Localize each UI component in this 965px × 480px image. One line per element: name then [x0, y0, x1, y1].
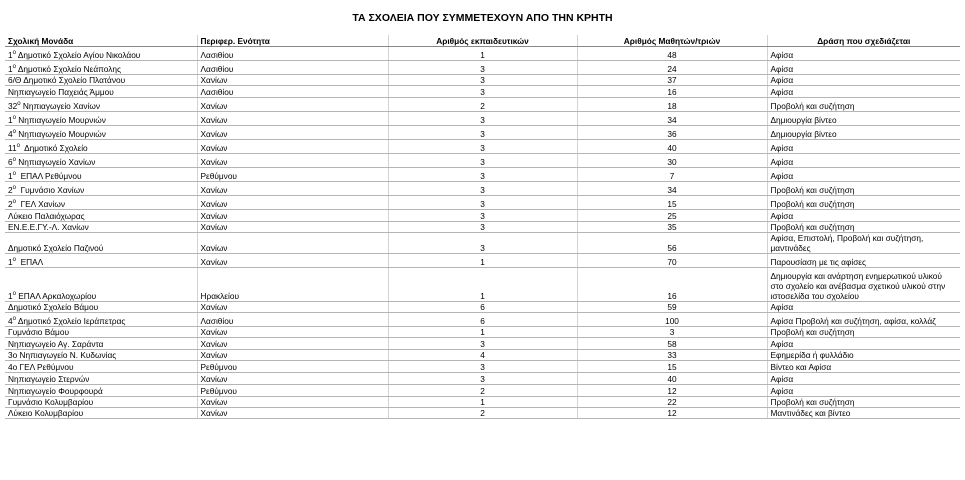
table-row	[5, 154, 960, 168]
region-cell: Χανίων	[197, 182, 388, 196]
school-ordinal: 2	[8, 185, 13, 195]
ordinal-suffix: ο	[12, 257, 16, 263]
table-row	[5, 361, 960, 373]
teachers-cell: 1	[388, 268, 577, 302]
teachers-cell: 1	[388, 327, 577, 338]
region-cell: Χανίων	[197, 408, 388, 419]
region-cell: Χανίων	[197, 112, 388, 126]
students-cell: 58	[577, 338, 767, 350]
region-cell: Ρεθύμνου	[197, 168, 388, 182]
table-row	[5, 140, 960, 154]
school-name-cell	[5, 254, 197, 268]
school-name: Λύκειο Παλαιόχωρας	[8, 211, 85, 221]
schools-table	[5, 35, 960, 419]
school-name-cell	[5, 361, 197, 373]
action-cell: Βίντεο και Αφίσα	[767, 361, 960, 373]
region-cell: Χανίων	[197, 196, 388, 210]
teachers-cell: 3	[388, 196, 577, 210]
school-name-cell	[5, 302, 197, 313]
table-row	[5, 302, 960, 313]
region-cell: Ρεθύμνου	[197, 385, 388, 397]
school-ordinal: 11	[8, 143, 17, 153]
region-cell: Χανίων	[197, 302, 388, 313]
students-cell: 40	[577, 373, 767, 385]
teachers-cell: 3	[388, 75, 577, 86]
ordinal-suffix: ο	[12, 129, 16, 135]
header-row	[5, 35, 960, 47]
teachers-cell: 6	[388, 313, 577, 327]
document-title: ΤΑ ΣΧΟΛΕΙΑ ΠΟΥ ΣΥΜΜΕΤΕΧΟΥΝ ΑΠΟ ΤΗΝ ΚΡΗΤΗ	[352, 12, 613, 24]
teachers-cell: 3	[388, 112, 577, 126]
teachers-cell: 3	[388, 126, 577, 140]
students-cell: 48	[577, 47, 767, 61]
teachers-cell: 3	[388, 210, 577, 222]
region-cell: Χανίων	[197, 222, 388, 233]
region-cell: Χανίων	[197, 98, 388, 112]
teachers-cell: 3	[388, 86, 577, 98]
school-name: Νηπιαγωγείο Μουρνιών	[15, 115, 106, 125]
teachers-cell: 1	[388, 47, 577, 61]
students-cell: 59	[577, 302, 767, 313]
school-name-cell	[5, 47, 197, 61]
region-cell: Λασιθίου	[197, 313, 388, 327]
students-cell: 15	[577, 361, 767, 373]
school-ordinal: 1	[8, 171, 13, 181]
teachers-cell: 3	[388, 338, 577, 350]
region-cell: Χανίων	[197, 140, 388, 154]
school-name: ΕΠΑΛ Ρεθύμνου	[15, 171, 82, 181]
students-cell: 30	[577, 154, 767, 168]
table-row	[5, 47, 960, 61]
school-name: ΕΠΑΛ	[15, 257, 44, 267]
school-name-cell	[5, 408, 197, 419]
school-ordinal: 1	[8, 64, 13, 74]
teachers-cell: 3	[388, 182, 577, 196]
school-name-cell	[5, 222, 197, 233]
table-row	[5, 98, 960, 112]
teachers-cell: 3	[388, 61, 577, 75]
school-name: Δημοτικό Σχολείο Αγίου Νικολάου	[15, 50, 141, 60]
table-row	[5, 61, 960, 75]
school-name-cell	[5, 338, 197, 350]
school-name-cell	[5, 268, 197, 302]
table-row	[5, 338, 960, 350]
teachers-cell: 3	[388, 140, 577, 154]
table-row	[5, 408, 960, 419]
school-name: ΕΝ.Ε.Ε.ΓΥ.-Λ. Χανίων	[8, 222, 89, 232]
students-cell: 34	[577, 112, 767, 126]
school-name-cell	[5, 327, 197, 338]
school-ordinal: 1	[8, 50, 13, 60]
school-name-cell	[5, 397, 197, 408]
school-name: 3ο Νηπιαγωγείο Ν. Κυδωνίας	[8, 350, 117, 360]
region-cell: Λασιθίου	[197, 61, 388, 75]
school-name: Γυμνάσιο Βάμου	[8, 327, 69, 337]
region-cell: Χανίων	[197, 233, 388, 254]
students-cell: 33	[577, 350, 767, 361]
teachers-cell: 2	[388, 408, 577, 419]
table-row	[5, 222, 960, 233]
school-name: Νηπιαγωγείο Στερνών	[8, 374, 90, 384]
ordinal-suffix: ο	[17, 101, 21, 107]
action-cell: Αφίσα Προβολή και συζήτηση, αφίσα, κολλάζ	[767, 313, 960, 327]
table-row	[5, 268, 960, 302]
table-row	[5, 126, 960, 140]
school-name: Νηπιαγωγείο Αγ. Σαράντα	[8, 339, 104, 349]
table-row	[5, 233, 960, 254]
school-name-cell	[5, 196, 197, 210]
action-cell: Προβολή και συζήτηση	[767, 222, 960, 233]
table-row	[5, 397, 960, 408]
school-name: Λύκειο Κολυμβαρίου	[8, 408, 84, 418]
teachers-cell: 1	[388, 254, 577, 268]
action-cell: Προβολή και συζήτηση	[767, 397, 960, 408]
teachers-cell: 6	[388, 302, 577, 313]
action-cell: Προβολή και συζήτηση	[767, 182, 960, 196]
teachers-cell: 3	[388, 361, 577, 373]
teachers-cell: 2	[388, 98, 577, 112]
school-name: Δημοτικό Σχολείο Ιεράπετρας	[15, 316, 126, 326]
region-cell: Λασιθίου	[197, 47, 388, 61]
table-row	[5, 168, 960, 182]
action-cell: Αφίσα	[767, 338, 960, 350]
students-cell: 36	[577, 126, 767, 140]
school-name-cell	[5, 154, 197, 168]
school-ordinal: 1	[8, 115, 13, 125]
school-name-cell	[5, 61, 197, 75]
ordinal-suffix: ο	[12, 50, 16, 56]
school-name-cell	[5, 168, 197, 182]
students-cell: 18	[577, 98, 767, 112]
students-cell: 56	[577, 233, 767, 254]
school-name-cell	[5, 182, 197, 196]
region-cell: Χανίων	[197, 327, 388, 338]
action-cell: Αφίσα	[767, 210, 960, 222]
students-cell: 16	[577, 268, 767, 302]
school-name-cell	[5, 385, 197, 397]
region-cell: Χανίων	[197, 350, 388, 361]
school-name-cell	[5, 350, 197, 361]
action-cell: Εφημερίδα ή φυλλάδιο	[767, 350, 960, 361]
school-ordinal: 2	[8, 199, 13, 209]
table-row	[5, 112, 960, 126]
school-ordinal: 1	[8, 291, 13, 301]
teachers-cell: 1	[388, 397, 577, 408]
school-ordinal: 4	[8, 316, 13, 326]
teachers-cell: 3	[388, 373, 577, 385]
school-name-cell	[5, 86, 197, 98]
students-cell: 12	[577, 385, 767, 397]
table-row	[5, 196, 960, 210]
table-row	[5, 210, 960, 222]
table-body	[5, 47, 960, 419]
table-row	[5, 86, 960, 98]
ordinal-suffix: ο	[12, 157, 16, 163]
students-cell: 24	[577, 61, 767, 75]
school-name: Γυμνάσιο Κολυμβαρίου	[8, 397, 94, 407]
region-cell: Ρεθύμνου	[197, 361, 388, 373]
action-cell: Αφίσα	[767, 302, 960, 313]
region-cell: Χανίων	[197, 75, 388, 86]
action-cell: Αφίσα, Επιστολή, Προβολή και συζήτηση, μαντινάδες	[767, 233, 960, 254]
school-name: Νηπιαγωγείο Φουρφουρά	[8, 386, 103, 396]
school-ordinal: 1	[8, 257, 13, 267]
school-name: Γυμνάσιο Χανίων	[15, 185, 85, 195]
school-name-cell	[5, 233, 197, 254]
action-cell: Προβολή και συζήτηση	[767, 196, 960, 210]
ordinal-suffix: ο	[12, 64, 16, 70]
school-name-cell	[5, 373, 197, 385]
region-cell: Χανίων	[197, 373, 388, 385]
ordinal-suffix: ο	[12, 316, 16, 322]
students-cell: 7	[577, 168, 767, 182]
school-name: ΓΕΛ Χανίων	[15, 199, 66, 209]
school-name: Δημοτικό Σχολείο Νεάπολης	[15, 64, 121, 74]
school-ordinal: 32	[8, 101, 18, 111]
action-cell: Αφίσα	[767, 140, 960, 154]
action-cell: Αφίσα	[767, 47, 960, 61]
region-cell: Χανίων	[197, 154, 388, 168]
students-cell: 70	[577, 254, 767, 268]
action-cell: Παρουσίαση με τις αφίσες	[767, 254, 960, 268]
teachers-cell: 3	[388, 154, 577, 168]
students-cell: 34	[577, 182, 767, 196]
school-name: 4ο ΓΕΛ Ρεθύμνου	[8, 362, 74, 372]
students-cell: 12	[577, 408, 767, 419]
students-cell: 40	[577, 140, 767, 154]
action-cell: Προβολή και συζήτηση	[767, 327, 960, 338]
region-cell: Ηρακλείου	[197, 268, 388, 302]
school-name-cell	[5, 75, 197, 86]
ordinal-suffix: ο	[12, 171, 16, 177]
teachers-cell: 3	[388, 233, 577, 254]
ordinal-suffix: ο	[12, 291, 16, 297]
table-row	[5, 385, 960, 397]
column-header-region: Περιφερ. Ενότητα	[197, 35, 388, 47]
school-name: Νηπιαγωγείο Χανίων	[15, 157, 96, 167]
school-name-cell	[5, 210, 197, 222]
action-cell: Αφίσα	[767, 75, 960, 86]
school-name: Νηπιαγωγείο Μουρνιών	[15, 129, 106, 139]
action-cell: Προβολή και συζήτηση	[767, 98, 960, 112]
school-name-cell	[5, 140, 197, 154]
table-row	[5, 373, 960, 385]
students-cell: 35	[577, 222, 767, 233]
school-name: Δημοτικό Σχολείο Παζινού	[8, 243, 104, 253]
table-row	[5, 350, 960, 361]
action-cell: Αφίσα	[767, 154, 960, 168]
students-cell: 15	[577, 196, 767, 210]
students-cell: 37	[577, 75, 767, 86]
school-name-cell	[5, 126, 197, 140]
school-ordinal: 4	[8, 129, 13, 139]
students-cell: 22	[577, 397, 767, 408]
action-cell: Αφίσα	[767, 385, 960, 397]
table-row	[5, 254, 960, 268]
column-header-students: Αριθμός Μαθητών/τριών	[577, 35, 767, 47]
table-row	[5, 182, 960, 196]
school-name: Δημοτικό Σχολείο Βάμου	[8, 302, 99, 312]
teachers-cell: 3	[388, 168, 577, 182]
action-cell: Δημιουργία βίντεο	[767, 112, 960, 126]
school-name: Νηπιαγωγείο Παχειάς Άμμου	[8, 87, 114, 97]
column-header-teachers: Αριθμός εκπαιδευτικών	[388, 35, 577, 47]
teachers-cell: 2	[388, 385, 577, 397]
school-name: Δημοτικό Σχολείο	[19, 143, 88, 153]
action-cell: Αφίσα	[767, 61, 960, 75]
region-cell: Χανίων	[197, 126, 388, 140]
students-cell: 16	[577, 86, 767, 98]
school-name-cell	[5, 313, 197, 327]
action-cell: Μαντινάδες και βίντεο	[767, 408, 960, 419]
school-ordinal: 6	[8, 157, 13, 167]
region-cell: Χανίων	[197, 397, 388, 408]
ordinal-suffix: ο	[16, 143, 20, 149]
action-cell: Αφίσα	[767, 373, 960, 385]
ordinal-suffix: ο	[12, 185, 16, 191]
table-row	[5, 75, 960, 86]
action-cell: Δημιουργία και ανάρτηση ενημερωτικού υλικού στο σχολείο και ανέβασμα σχετικού υλικού στην ιστοσελίδα του σχολείου	[767, 268, 960, 302]
action-cell: Δημιουργία βίντεο	[767, 126, 960, 140]
region-cell: Χανίων	[197, 210, 388, 222]
school-name-cell	[5, 98, 197, 112]
students-cell: 25	[577, 210, 767, 222]
ordinal-suffix: ο	[12, 115, 16, 121]
column-header-action: Δράση που σχεδιάζεται	[767, 35, 960, 47]
action-cell: Αφίσα	[767, 168, 960, 182]
school-name: Νηπιαγωγείο Χανίων	[20, 101, 101, 111]
teachers-cell: 3	[388, 222, 577, 233]
column-header-school: Σχολική Μονάδα	[5, 35, 197, 47]
ordinal-suffix: ο	[12, 199, 16, 205]
region-cell: Χανίων	[197, 338, 388, 350]
school-name: 6/Θ Δημοτικό Σχολείο Πλατάνου	[8, 75, 126, 85]
students-cell: 100	[577, 313, 767, 327]
table-row	[5, 313, 960, 327]
region-cell: Χανίων	[197, 254, 388, 268]
region-cell: Λασιθίου	[197, 86, 388, 98]
school-name: ΕΠΑΛ Αρκαλοχωρίου	[15, 291, 97, 301]
action-cell: Αφίσα	[767, 86, 960, 98]
table-row	[5, 327, 960, 338]
students-cell: 3	[577, 327, 767, 338]
school-name-cell	[5, 112, 197, 126]
teachers-cell: 4	[388, 350, 577, 361]
